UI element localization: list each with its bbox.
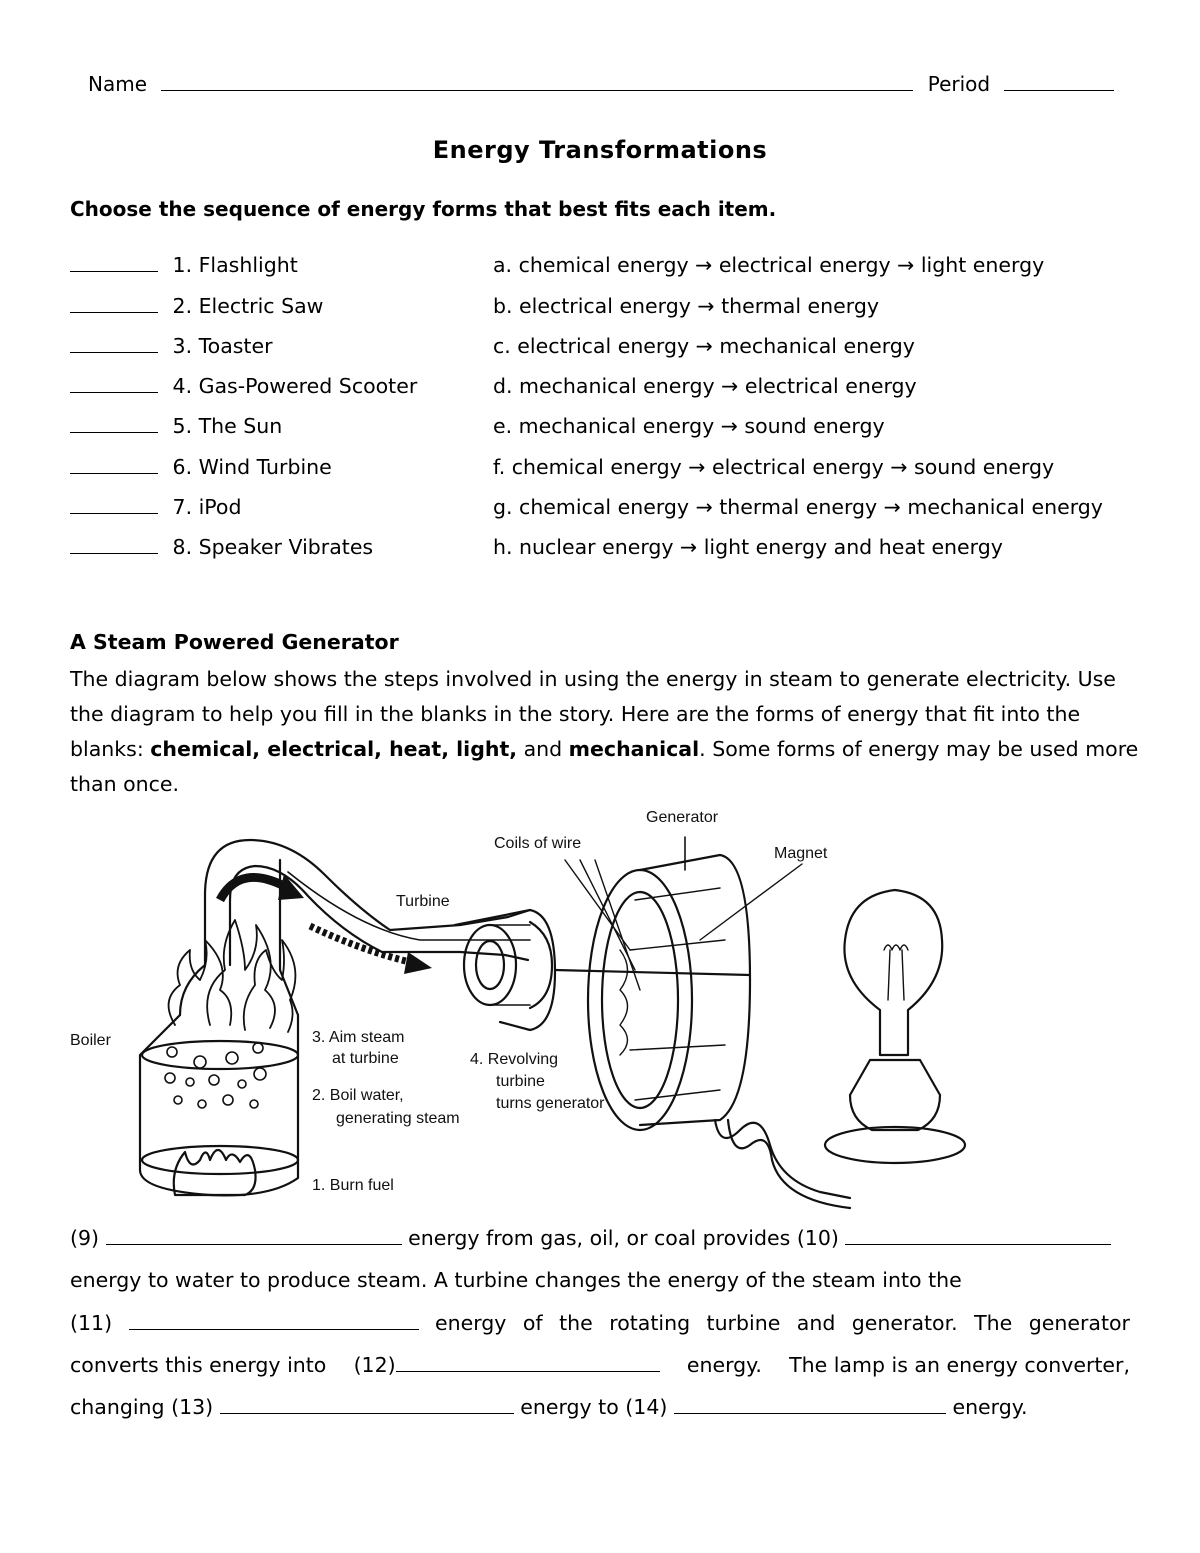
answer-blank[interactable]: [70, 253, 158, 272]
answer-blank[interactable]: [70, 414, 158, 433]
story-word: the: [559, 1311, 593, 1335]
story-word: energy: [435, 1311, 507, 1335]
label-step2-b: generating steam: [336, 1110, 460, 1127]
period-label: Period: [927, 72, 991, 96]
blank-13[interactable]: [220, 1395, 514, 1414]
flames-inside: [169, 920, 296, 1032]
story-text: changing: [70, 1395, 165, 1419]
answer-blank[interactable]: [70, 455, 158, 474]
section-heading: A Steam Powered Generator: [70, 630, 399, 654]
story-line-3: [70, 1311, 1130, 1335]
story-word: turbine: [706, 1311, 781, 1335]
generator: [565, 837, 802, 1130]
label-magnet: Magnet: [774, 845, 828, 862]
choice-a: a. chemical energy → electrical energy → light energy: [493, 253, 1045, 277]
item-label: 6. Wind Turbine: [172, 455, 332, 479]
choice-f: f. chemical energy → electrical energy → sound energy: [493, 455, 1055, 479]
steam-arrow-2-head: [404, 952, 432, 974]
story-line-5: [70, 1395, 1130, 1419]
story-text: energy.: [952, 1395, 1028, 1419]
blank-number-10: (10): [796, 1226, 839, 1250]
label-generator: Generator: [646, 809, 719, 826]
bubbles: [165, 1043, 266, 1108]
item-row: [70, 334, 273, 358]
choice-b: b. electrical energy → thermal energy: [493, 294, 879, 318]
story-word: and: [796, 1311, 836, 1335]
intro-text-1: The diagram below shows the steps involved in using the energy in steam to generate electricity. Use the diagram to help you fill in the blanks in the story. Here are the forms of energy that fit into the blanks:: [70, 667, 1116, 761]
blank-10[interactable]: [845, 1226, 1111, 1245]
choice-g: g. chemical energy → thermal energy → mechanical energy: [493, 495, 1103, 519]
answer-blank[interactable]: [70, 535, 158, 554]
choice-d: d. mechanical energy → electrical energy: [493, 374, 917, 398]
blank-number-11: (11): [70, 1311, 113, 1335]
item-row: [70, 495, 242, 519]
choice-h: h. nuclear energy → light energy and heat energy: [493, 535, 1003, 559]
page-title: Energy Transformations: [432, 136, 768, 164]
item-row: [70, 253, 298, 277]
intro-text-2: . Some forms of energy may be used more than once.: [70, 737, 1139, 796]
name-label: Name: [88, 72, 148, 96]
story-word: generator.: [851, 1311, 958, 1335]
item-row: [70, 414, 282, 438]
story-line-1: [70, 1226, 1130, 1250]
item-row: [70, 374, 417, 398]
intro-and: and: [517, 737, 569, 761]
blank-12[interactable]: [396, 1353, 660, 1372]
label-step3-b: at turbine: [332, 1050, 399, 1067]
blank-number-12: (12): [353, 1353, 396, 1377]
story-line-4: [70, 1353, 1130, 1377]
blank-14[interactable]: [674, 1395, 946, 1414]
label-coils: Coils of wire: [494, 835, 582, 852]
choice-e: e. mechanical energy → sound energy: [493, 414, 885, 438]
steam-arrow-2: [310, 926, 410, 962]
story-text: energy to water to produce steam. A turbine changes the energy of the steam into the: [70, 1268, 962, 1292]
name-blank[interactable]: [161, 72, 913, 91]
label-step1: 1. Burn fuel: [312, 1177, 394, 1194]
blank-number-13: (13): [171, 1395, 214, 1419]
label-step2-a: 2. Boil water,: [312, 1087, 404, 1104]
label-step4-b: turbine: [496, 1073, 545, 1090]
label-step4-c: turns generator: [496, 1095, 605, 1112]
story-text: converts this energy into: [70, 1353, 327, 1377]
energy-forms-list: chemical, electrical, heat, light,: [150, 737, 518, 761]
answer-blank[interactable]: [70, 495, 158, 514]
energy-form-last: mechanical: [568, 737, 700, 761]
blank-number-14: (14): [625, 1395, 668, 1419]
blank-9[interactable]: [106, 1226, 402, 1245]
item-row: [70, 294, 323, 318]
label-step4-a: 4. Revolving: [470, 1051, 559, 1068]
header-row: [88, 72, 1114, 96]
light-bulb: [825, 890, 965, 1163]
choice-c: c. electrical energy → mechanical energy: [493, 334, 915, 358]
item-label: 1. Flashlight: [172, 253, 298, 277]
item-row: [70, 455, 332, 479]
blank-number-9: (9): [70, 1226, 100, 1250]
steam-generator-diagram: [60, 800, 1140, 1210]
story-word: of: [522, 1311, 543, 1335]
boiler-vessel: [140, 840, 530, 1195]
story-line-2: [70, 1268, 1130, 1292]
label-boiler: Boiler: [70, 1032, 111, 1049]
period-blank[interactable]: [1004, 72, 1114, 91]
story-text: energy.: [686, 1353, 762, 1377]
story-word: rotating: [609, 1311, 691, 1335]
item-label: 3. Toaster: [172, 334, 273, 358]
item-label: 8. Speaker Vibrates: [172, 535, 374, 559]
item-label: 7. iPod: [172, 495, 242, 519]
label-turbine: Turbine: [396, 893, 450, 910]
item-label: 2. Electric Saw: [172, 294, 324, 318]
item-label: 5. The Sun: [172, 414, 283, 438]
item-label: 4. Gas-Powered Scooter: [172, 374, 418, 398]
story-word: The: [974, 1311, 1013, 1335]
answer-blank[interactable]: [70, 334, 158, 353]
answer-blank[interactable]: [70, 294, 158, 313]
story-text: energy from gas, oil, or coal provides: [408, 1226, 791, 1250]
wire: [715, 1120, 850, 1198]
answer-blank[interactable]: [70, 374, 158, 393]
blank-11[interactable]: [129, 1311, 419, 1330]
story-word: generator: [1028, 1311, 1130, 1335]
instructions: Choose the sequence of energy forms that best fits each item.: [70, 197, 777, 221]
section-intro: [70, 662, 1140, 802]
label-step3-a: 3. Aim steam: [312, 1029, 405, 1046]
item-row: [70, 535, 373, 559]
story-text: energy to: [520, 1395, 619, 1419]
story-text: The lamp is an energy converter,: [789, 1353, 1130, 1377]
